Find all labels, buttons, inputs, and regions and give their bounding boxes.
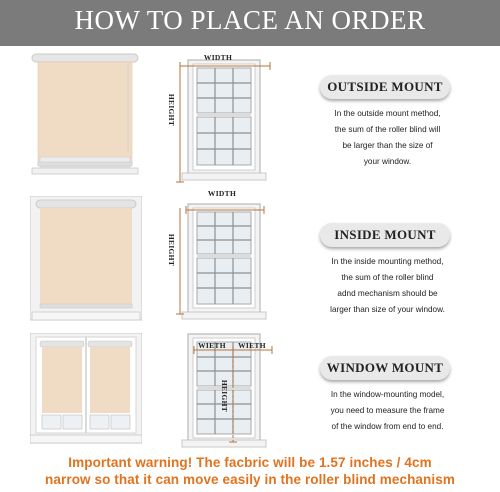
inside-desc-line: larger than size of your window. bbox=[330, 305, 445, 314]
inside-mount-description bbox=[315, 254, 460, 318]
warning-line-2: narrow so that it can move easily in the roller blind mechanism bbox=[45, 472, 455, 487]
outside-desc-line: be larger than the size of bbox=[342, 141, 433, 150]
outside-desc-line: the sum of the roller blind will bbox=[334, 125, 441, 134]
window-mount-badge bbox=[320, 356, 450, 380]
inside-desc-line: adnd mechanism should be bbox=[337, 289, 438, 298]
inside-mount-blind-illustration bbox=[30, 196, 142, 324]
inside-mount-dimension-labels bbox=[160, 190, 280, 325]
outside-mount-blind-illustration bbox=[30, 52, 142, 180]
outside-mount-badge bbox=[320, 75, 450, 99]
outside-height-label: HEIGHT bbox=[167, 93, 176, 127]
outside-mount-description bbox=[315, 106, 460, 170]
outside-mount-dimension-labels bbox=[160, 52, 280, 187]
page-title: HOW TO PLACE AN ORDER bbox=[74, 5, 426, 35]
window-mount-description bbox=[315, 387, 460, 435]
window-mount-title: WINDOW MOUNT bbox=[326, 360, 444, 375]
inside-mount-title: INSIDE MOUNT bbox=[334, 227, 436, 242]
window-desc-line: you need to measure the frame bbox=[330, 406, 445, 415]
inside-height-label: HEIGHT bbox=[167, 233, 176, 267]
inside-width-label: WIDTH bbox=[207, 190, 237, 198]
header-banner bbox=[0, 0, 500, 46]
window-width-label-left: WIETH bbox=[198, 341, 226, 350]
window-mount-blind-illustration bbox=[30, 333, 142, 445]
outside-width-label: WIDTH bbox=[203, 53, 233, 62]
inside-desc-line: the sum of the roller blind bbox=[341, 273, 434, 282]
window-width-label-right: WIETH bbox=[238, 341, 266, 350]
window-mount-dimension-labels bbox=[160, 330, 285, 450]
inside-desc-line: In the inside mounting method, bbox=[331, 257, 444, 266]
outside-desc-line: your window. bbox=[363, 157, 412, 166]
outside-mount-title: OUTSIDE MOUNT bbox=[327, 79, 443, 94]
inside-mount-badge bbox=[320, 223, 450, 247]
window-height-label: HEIGHT bbox=[220, 379, 229, 413]
warning-line-1: Important warning! The facbric will be 1.57 inches / 4cm bbox=[68, 455, 432, 470]
window-desc-line: of the window from end to end. bbox=[331, 422, 444, 431]
window-desc-line: In the window-mounting model, bbox=[330, 390, 445, 399]
outside-desc-line: In the outside mount method, bbox=[334, 109, 441, 118]
